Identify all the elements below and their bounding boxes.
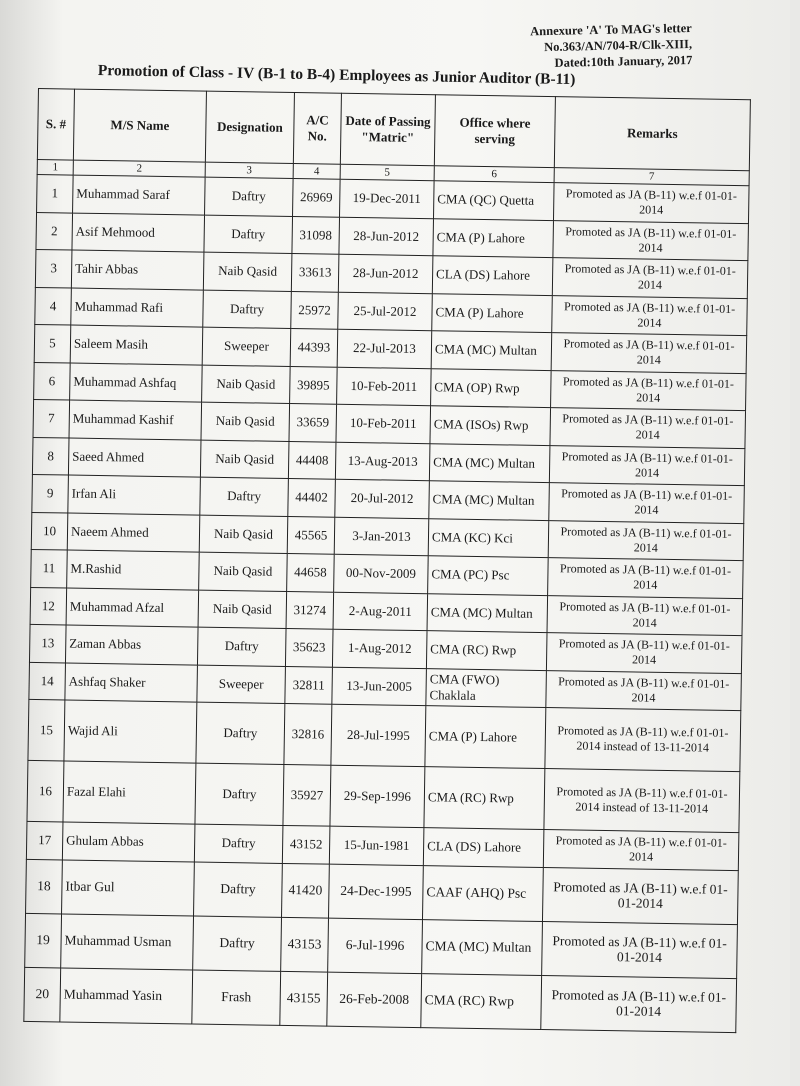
remarks-cell: Promoted as JA (B-11) w.e.f 01-01-2014 instead of 13-11-2014: [545, 708, 741, 772]
employee-name-cell: Muhammad Saraf: [73, 175, 206, 215]
designation-cell: Naib Qasid: [199, 552, 288, 591]
matric-date-cell: 15-Jun-1981: [329, 826, 424, 865]
serial-number-cell: 15: [28, 699, 65, 761]
account-number-cell: 31098: [292, 216, 340, 254]
serial-number-cell: 3: [35, 249, 72, 287]
office-cell: CAAF (AHQ) Psc: [422, 865, 543, 921]
designation-cell: Daftry: [194, 824, 283, 863]
account-number-cell: 33659: [289, 403, 337, 441]
designation-cell: Daftry: [204, 215, 293, 254]
designation-cell: Daftry: [193, 916, 282, 971]
matric-date-cell: 10-Feb-2011: [336, 404, 431, 443]
matric-date-cell: 25-Jul-2012: [338, 292, 433, 331]
account-number-cell: 44658: [287, 553, 335, 591]
remarks-cell: Promoted as JA (B-11) w.e.f 01-01-2014: [543, 830, 739, 871]
remarks-cell: Promoted as JA (B-11) w.e.f 01-01-2014: [552, 295, 748, 336]
column-number: 3: [205, 162, 293, 178]
remarks-cell: Promoted as JA (B-11) w.e.f 01-01-2014: [541, 975, 737, 1032]
remarks-cell: Promoted as JA (B-11) w.e.f 01-01-2014: [547, 595, 743, 636]
account-number-cell: 35623: [285, 628, 333, 666]
employee-name-cell: Muhammad Kashif: [69, 400, 202, 440]
designation-cell: Naib Qasid: [200, 440, 289, 479]
employee-name-cell: Asif Mehmood: [72, 213, 205, 253]
serial-number-cell: 19: [25, 913, 62, 968]
office-cell: CMA (FWO) Chaklala: [426, 668, 547, 707]
employee-name-cell: Muhammad Afzal: [66, 588, 199, 628]
designation-cell: Naib Qasid: [201, 402, 290, 441]
employee-name-cell: Ashfaq Shaker: [65, 663, 198, 703]
account-number-cell: 35927: [283, 764, 331, 826]
serial-number-cell: 16: [27, 760, 64, 822]
promotion-table: [23, 88, 751, 1033]
serial-number-cell: 18: [26, 859, 63, 914]
annexure-reference: [530, 20, 693, 71]
promotion-table-wrap: [23, 88, 750, 1033]
matric-date-cell: 3-Jan-2013: [334, 517, 429, 556]
employee-name-cell: M.Rashid: [67, 550, 200, 590]
remarks-cell: Promoted as JA (B-11) w.e.f 01-01-2014: [553, 220, 749, 261]
account-number-cell: 45565: [287, 516, 335, 554]
matric-date-cell: 28-Jun-2012: [338, 254, 433, 293]
serial-number-cell: 1: [37, 174, 74, 212]
serial-number-cell: 7: [33, 399, 70, 437]
column-number: 1: [37, 159, 73, 175]
designation-cell: Daftry: [196, 702, 285, 764]
office-cell: CMA (PC) Psc: [428, 556, 549, 595]
account-number-cell: 32811: [285, 666, 333, 704]
matric-date-cell: 24-Dec-1995: [329, 864, 424, 919]
designation-cell: Naib Qasid: [198, 590, 287, 629]
remarks-cell: Promoted as JA (B-11) w.e.f 01-01-2014: [549, 445, 745, 486]
serial-number-cell: 12: [30, 587, 67, 625]
remarks-cell: Promoted as JA (B-11) w.e.f 01-01-2014: [551, 333, 747, 374]
office-cell: CMA (KC) Kci: [428, 518, 549, 557]
column-header-office: Office where serving: [434, 95, 555, 168]
remarks-cell: Promoted as JA (B-11) w.e.f 01-01-2014: [550, 408, 746, 449]
office-cell: CMA (RC) Rwp: [426, 631, 547, 670]
employee-name-cell: Muhammad Rafi: [71, 288, 204, 328]
account-number-cell: 32816: [284, 703, 332, 765]
table-row: [27, 760, 740, 832]
employee-name-cell: Irfan Ali: [68, 475, 201, 515]
office-cell: CMA (MC) Multan: [429, 481, 550, 520]
column-header-designation: Designation: [205, 91, 294, 163]
remarks-cell: Promoted as JA (B-11) w.e.f 01-01-2014: [546, 633, 742, 674]
employee-name-cell: Ghulam Abbas: [62, 822, 195, 862]
employee-name-cell: Muhammad Usman: [61, 913, 194, 969]
matric-date-cell: 28-Jul-1995: [331, 704, 426, 766]
column-header-name: M/S Name: [73, 89, 206, 162]
designation-cell: Daftry: [205, 177, 294, 216]
annexure-line-1: Annexure 'A' To MAG's letter: [530, 20, 693, 39]
matric-date-cell: 20-Jul-2012: [335, 479, 430, 518]
serial-number-cell: 5: [34, 324, 71, 362]
office-cell: CMA (MC) Multan: [422, 919, 543, 975]
serial-number-cell: 6: [34, 362, 71, 400]
matric-date-cell: 29-Sep-1996: [330, 765, 425, 827]
serial-number-cell: 4: [35, 287, 72, 325]
matric-date-cell: 22-Jul-2013: [337, 329, 432, 368]
column-number: 7: [554, 168, 749, 186]
office-cell: CMA (MC) Multan: [427, 593, 548, 632]
designation-cell: Sweeper: [197, 665, 286, 704]
serial-number-cell: 20: [24, 967, 61, 1022]
employee-name-cell: Itbar Gul: [62, 859, 195, 915]
matric-date-cell: 00-Nov-2009: [334, 554, 429, 593]
account-number-cell: 44408: [288, 441, 336, 479]
matric-date-cell: 6-Jul-1996: [328, 918, 423, 973]
office-cell: CMA (RC) Rwp: [424, 767, 545, 830]
column-number: 2: [73, 160, 205, 177]
account-number-cell: 25972: [291, 291, 339, 329]
designation-cell: Sweeper: [202, 327, 291, 366]
annexure-line-2: No.363/AN/704-R/Clk-XIII,: [544, 36, 693, 55]
serial-number-cell: 8: [32, 437, 69, 475]
employee-name-cell: Tahir Abbas: [71, 250, 204, 290]
designation-cell: Naib Qasid: [202, 365, 291, 404]
account-number-cell: 26969: [293, 179, 341, 217]
office-cell: CMA (MC) Multan: [431, 331, 552, 370]
remarks-cell: Promoted as JA (B-11) w.e.f 01-01-2014: [548, 558, 744, 599]
column-number: 5: [340, 164, 434, 180]
office-cell: CMA (QC) Quetta: [434, 181, 555, 220]
matric-date-cell: 13-Jun-2005: [332, 667, 427, 706]
remarks-cell: Promoted as JA (B-11) w.e.f 01-01-2014: [546, 670, 742, 711]
table-row: [24, 967, 737, 1032]
office-cell: CMA (P) Lahore: [433, 218, 554, 257]
office-cell: CMA (P) Lahore: [432, 293, 553, 332]
account-number-cell: 43152: [282, 825, 330, 863]
remarks-cell: Promoted as JA (B-11) w.e.f 01-01-2014: [551, 370, 747, 411]
matric-date-cell: 10-Feb-2011: [337, 367, 432, 406]
remarks-cell: Promoted as JA (B-11) w.e.f 01-01-2014: [553, 183, 749, 224]
matric-date-cell: 1-Aug-2012: [332, 629, 427, 668]
office-cell: CMA (OP) Rwp: [431, 368, 552, 407]
designation-cell: Daftry: [195, 763, 284, 825]
matric-date-cell: 19-Dec-2011: [340, 179, 435, 218]
column-number: 6: [434, 166, 554, 183]
employee-name-cell: Naeem Ahmed: [67, 513, 200, 553]
office-cell: CMA (MC) Multan: [429, 443, 550, 482]
remarks-cell: Promoted as JA (B-11) w.e.f 01-01-2014: [549, 483, 745, 524]
employee-name-cell: Zaman Abbas: [65, 625, 198, 665]
serial-number-cell: 11: [31, 549, 68, 587]
office-cell: CMA (P) Lahore: [425, 706, 546, 769]
column-header-sno: S. #: [37, 89, 74, 161]
designation-cell: Frash: [192, 970, 281, 1025]
column-number: 4: [293, 164, 340, 180]
account-number-cell: 44402: [288, 478, 336, 516]
remarks-cell: Promoted as JA (B-11) w.e.f 01-01-2014: [552, 258, 748, 299]
designation-cell: Naib Qasid: [199, 515, 288, 554]
account-number-cell: 43153: [281, 917, 329, 972]
table-header-row: [37, 89, 750, 171]
office-cell: CLA (DS) Lahore: [423, 828, 544, 867]
employee-name-cell: Saleem Masih: [70, 325, 203, 365]
employee-name-cell: Muhammad Ashfaq: [70, 363, 203, 403]
remarks-cell: Promoted as JA (B-11) w.e.f 01-01-2014: [542, 921, 738, 978]
designation-cell: Daftry: [194, 862, 283, 917]
serial-number-cell: 2: [36, 212, 73, 250]
serial-number-cell: 10: [31, 512, 68, 550]
serial-number-cell: 17: [26, 821, 63, 859]
designation-cell: Naib Qasid: [203, 252, 292, 291]
account-number-cell: 39895: [290, 366, 338, 404]
remarks-cell: Promoted as JA (B-11) w.e.f 01-01-2014: [548, 520, 744, 561]
matric-date-cell: 28-Jun-2012: [339, 217, 434, 256]
account-number-cell: 43155: [280, 971, 328, 1026]
serial-number-cell: 9: [32, 474, 69, 512]
employee-name-cell: Saeed Ahmed: [68, 438, 201, 478]
account-number-cell: 44393: [290, 328, 338, 366]
column-header-remarks: Remarks: [554, 97, 750, 171]
account-number-cell: 33613: [291, 254, 339, 292]
matric-date-cell: 26-Feb-2008: [327, 972, 422, 1027]
designation-cell: Daftry: [203, 290, 292, 329]
remarks-cell: Promoted as JA (B-11) w.e.f 01-01-2014 instead of 13-11-2014: [544, 769, 740, 833]
employee-name-cell: Fazal Elahi: [63, 761, 196, 824]
column-header-ac-no: A/C No.: [293, 93, 341, 165]
table-row: [28, 699, 741, 771]
office-cell: CMA (RC) Rwp: [421, 973, 542, 1029]
matric-date-cell: 13-Aug-2013: [335, 442, 430, 481]
document-title: Promotion of Class - IV (B-1 to B-4) Employees as Junior Auditor (B-11): [97, 62, 576, 89]
table-body: [24, 174, 749, 1032]
employee-name-cell: Muhammad Yasin: [60, 967, 193, 1023]
designation-cell: Daftry: [200, 477, 289, 516]
office-cell: CMA (ISOs) Rwp: [430, 406, 551, 445]
designation-cell: Daftry: [197, 627, 286, 666]
remarks-cell: Promoted as JA (B-11) w.e.f 01-01-2014: [542, 867, 738, 924]
account-number-cell: 41420: [282, 863, 330, 918]
office-cell: CLA (DS) Lahore: [432, 256, 553, 295]
account-number-cell: 31274: [286, 591, 334, 629]
employee-name-cell: Wajid Ali: [64, 700, 197, 763]
serial-number-cell: 13: [29, 624, 66, 662]
matric-date-cell: 2-Aug-2011: [333, 592, 428, 631]
column-header-matric-date: Date of Passing "Matric": [340, 93, 435, 165]
serial-number-cell: 14: [29, 662, 66, 700]
annexure-line-3: Dated:10th January, 2017: [554, 52, 693, 70]
